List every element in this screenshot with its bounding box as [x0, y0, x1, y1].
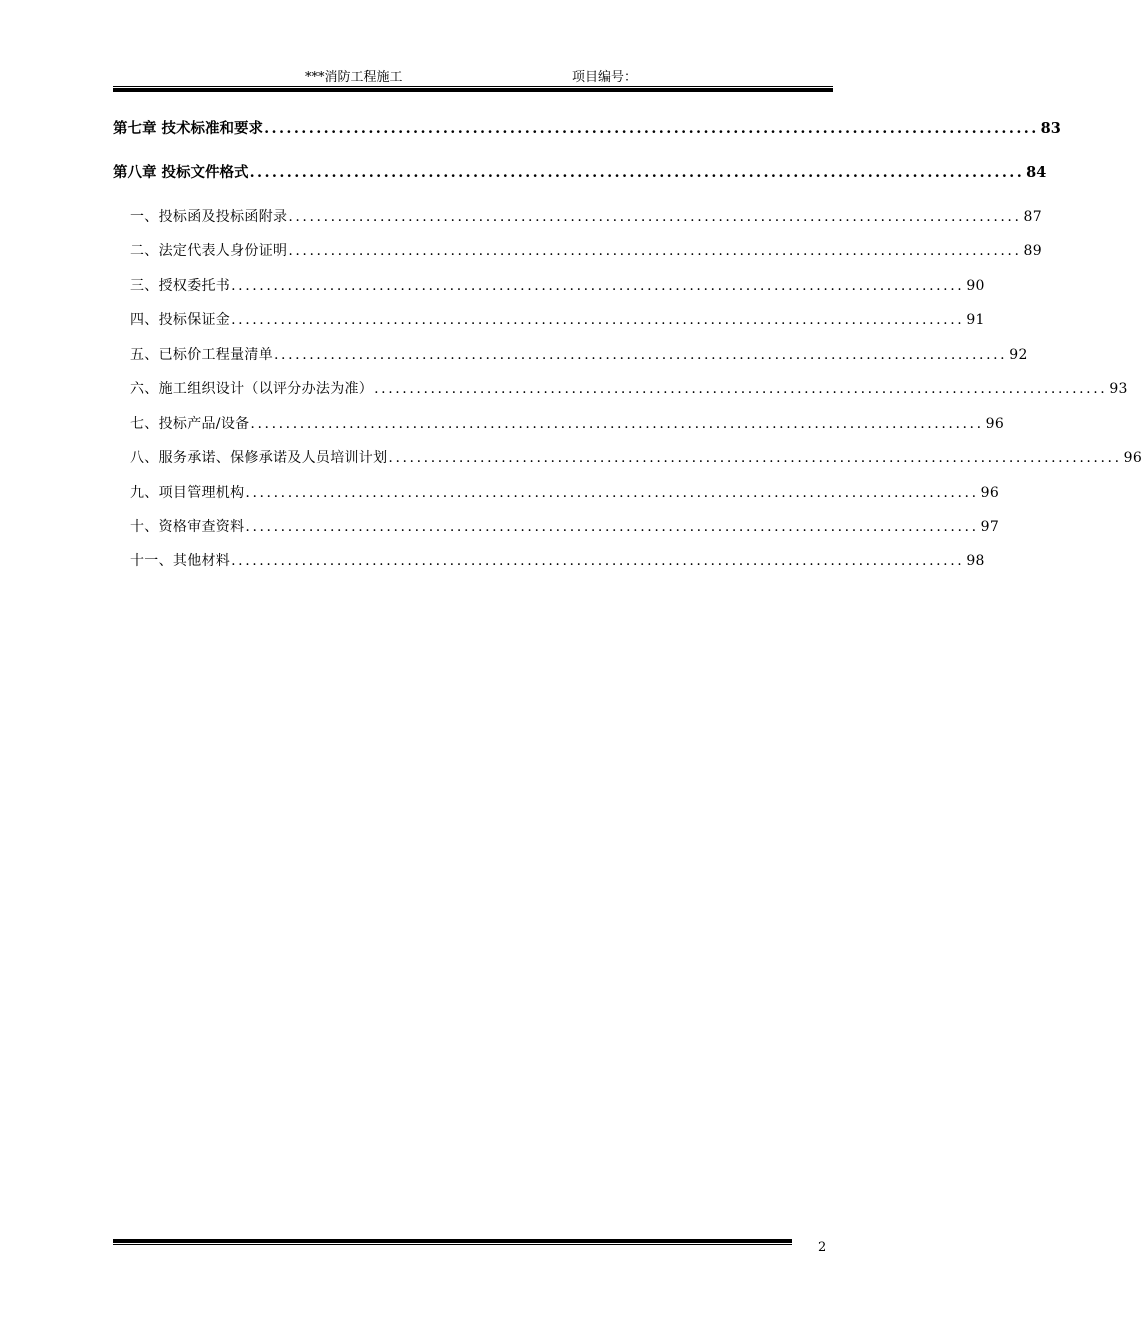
toc-section-10[interactable]	[113, 516, 1000, 538]
toc-leader-dots: ........................................................................................................	[274, 347, 1008, 363]
page-header	[113, 66, 833, 86]
toc-entry-label: 七、投标产品/设备	[130, 416, 250, 432]
toc-entry-page: 89	[1023, 243, 1042, 259]
toc-section-9[interactable]	[113, 482, 1000, 504]
toc-entry-label: 十、资格审查资料	[130, 519, 245, 535]
toc-section-11[interactable]	[113, 550, 985, 572]
toc-leader-dots: ........................................................................................................	[249, 164, 1025, 181]
toc-entry-label: 十一、其他材料	[130, 553, 231, 569]
toc-leader-dots: ........................................................................................................	[264, 120, 1039, 137]
toc-section-1[interactable]	[113, 206, 1042, 228]
toc-leader-dots: ........................................................................................................	[231, 312, 965, 328]
toc-section-3[interactable]	[113, 275, 985, 297]
toc-leader-dots: ........................................................................................................	[245, 519, 979, 535]
toc-leader-dots: ........................................................................................................	[250, 416, 984, 432]
header-rule	[113, 86, 833, 92]
footer-rule	[113, 1239, 792, 1246]
toc-entry-page: 90	[966, 278, 985, 294]
toc-entry-page: 96	[985, 416, 1005, 432]
toc-entry-page: 83	[1040, 120, 1061, 137]
toc-section-4[interactable]	[113, 309, 985, 331]
toc-entry-label: 三、授权委托书	[130, 278, 231, 294]
toc-leader-dots: ........................................................................................................	[288, 209, 1022, 225]
toc-entry-label: 第七章 技术标准和要求	[113, 120, 264, 137]
toc-entry-label: 四、投标保证金	[130, 312, 231, 328]
page-number: 2	[818, 1240, 827, 1255]
toc-entry-page: 97	[980, 519, 1000, 535]
toc-leader-dots: ........................................................................................................	[245, 485, 979, 501]
toc-entry-page: 96	[980, 485, 1000, 501]
toc-section-5[interactable]	[113, 344, 1028, 366]
toc-entry-label: 九、项目管理机构	[130, 485, 245, 501]
toc-entry-label: 一、投标函及投标函附录	[130, 209, 288, 225]
toc-leader-dots: ........................................................................................................	[288, 243, 1022, 259]
toc-chapter-8[interactable]	[113, 162, 1047, 184]
toc-leader-dots: ........................................................................................................	[374, 381, 1108, 397]
toc-section-7[interactable]	[113, 413, 1005, 435]
toc-section-6[interactable]	[113, 378, 1128, 400]
toc-entry-page: 91	[966, 312, 985, 328]
header-project-number-label: 项目编号：	[572, 70, 638, 85]
toc-entry-label: 八、服务承诺、保修承诺及人员培训计划	[130, 450, 388, 466]
toc-entry-label: 六、施工组织设计（以评分办法为准）	[130, 381, 374, 397]
toc-entry-page: 84	[1026, 164, 1047, 181]
toc-entry-label: 第八章 投标文件格式	[113, 164, 249, 181]
toc-leader-dots: ........................................................................................................	[231, 278, 965, 294]
toc-entry-page: 98	[966, 553, 985, 569]
toc-entry-page: 96	[1123, 450, 1142, 466]
toc-entry-page: 92	[1009, 347, 1028, 363]
toc-section-8[interactable]	[113, 447, 1142, 469]
toc-entry-label: 二、法定代表人身份证明	[130, 243, 288, 259]
toc-entry-page: 87	[1023, 209, 1042, 225]
toc-entry-page: 93	[1109, 381, 1128, 397]
toc-leader-dots: ........................................................................................................	[388, 450, 1122, 466]
toc-chapter-7[interactable]	[113, 118, 1061, 140]
toc-leader-dots: ........................................................................................................	[231, 553, 965, 569]
toc-entry-label: 五、已标价工程量清单	[130, 347, 273, 363]
toc-section-2[interactable]	[113, 240, 1042, 262]
header-title: ***消防工程施工	[305, 70, 403, 85]
